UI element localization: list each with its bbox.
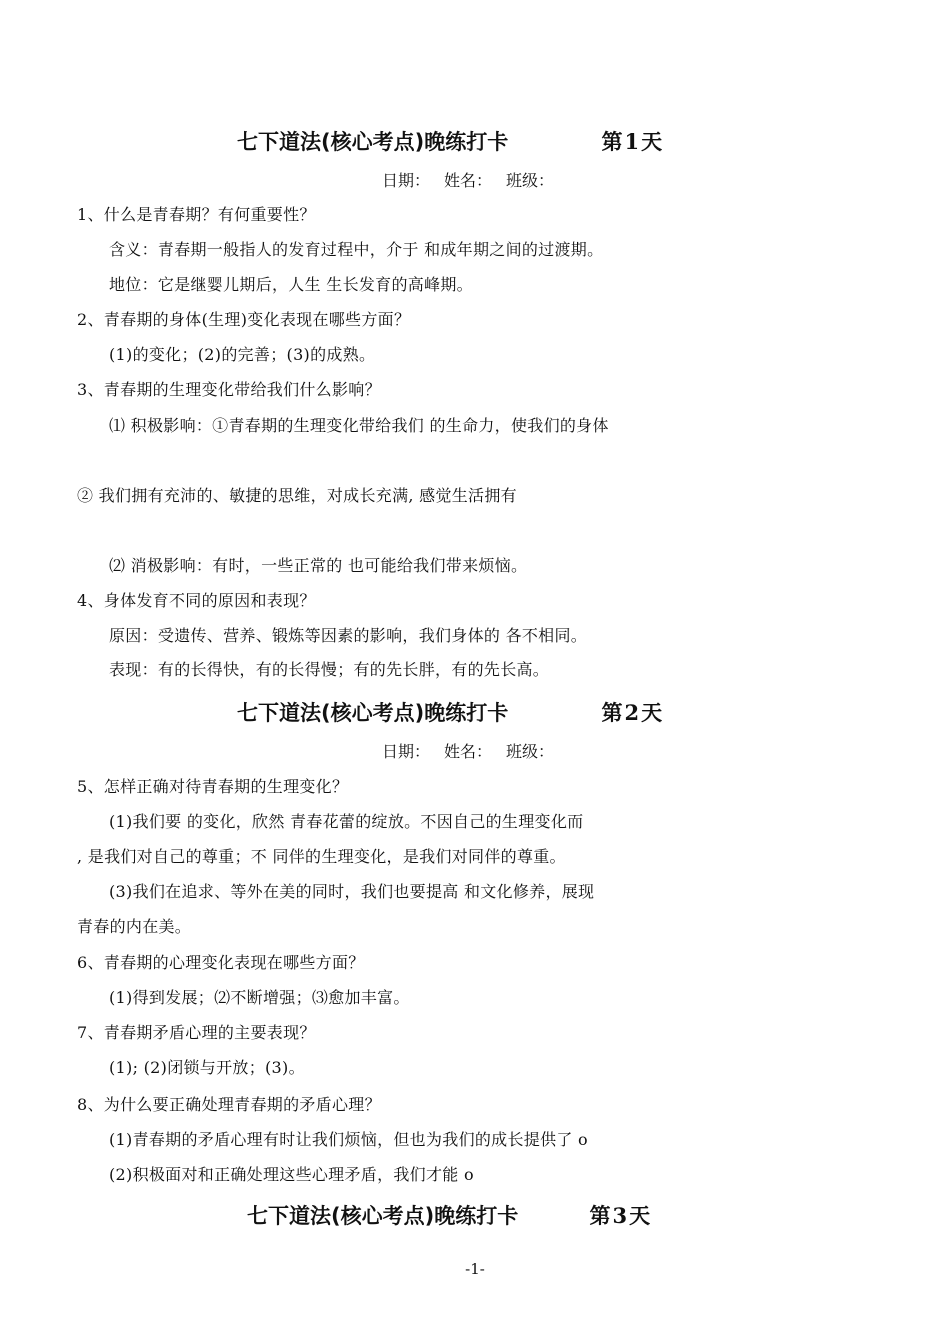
answer-line: 含义：青春期一般指人的发育过程中，介于 和成年期之间的过渡期。 [109, 240, 604, 259]
page-number: -1- [465, 1260, 485, 1278]
question-3: 3、青春期的生理变化带给我们什么影响？ [77, 380, 381, 399]
class-label: 班级： [506, 171, 555, 190]
answer-line: (1); (2)闭锁与开放；(3)。 [109, 1058, 305, 1077]
section-3-title [247, 1202, 650, 1230]
answer-line: (1)得到发展；⑵不断增强；⑶愈加丰富。 [109, 988, 410, 1007]
section-title-text: 七下道法(核心考点)晚练打卡 [247, 1204, 519, 1228]
section-title-text: 七下道法(核心考点)晚练打卡 [237, 130, 509, 154]
name-label: 姓名： [444, 171, 493, 190]
answer-line: ⑴ 积极影响：①青春期的生理变化带给我们 的生命力，使我们的身体 [109, 416, 609, 435]
answer-line: , 是我们对自己的尊重；不 同伴的生理变化，是我们对同伴的尊重。 [77, 847, 566, 866]
question-2: 2、青春期的身体(生理)变化表现在哪些方面？ [77, 310, 411, 329]
answer-line: (1)的变化；(2)的完善；(3)的成熟。 [109, 345, 376, 364]
answer-line: 原因：受遗传、营养、锻炼等因素的影响，我们身体的 各不相同。 [109, 626, 588, 645]
question-1: 1、什么是青春期？有何重要性？ [77, 205, 316, 224]
answer-line: (1)我们要 的变化，欣然 青春花蕾的绽放。不因自己的生理变化而 [109, 812, 584, 831]
date-label: 日期： [382, 171, 431, 190]
section-2-title [237, 699, 662, 727]
day-label: 第3天 [589, 1203, 651, 1228]
section-title-text: 七下道法(核心考点)晚练打卡 [237, 701, 509, 725]
answer-line: (1)青春期的矛盾心理有时让我们烦恼，但也为我们的成长提供了 o [109, 1130, 588, 1149]
answer-line: 地位：它是继婴儿期后，人生 生长发育的高峰期。 [109, 275, 473, 294]
question-8: 8、为什么要正确处理青春期的矛盾心理？ [77, 1095, 381, 1114]
answer-line: ⑵ 消极影响：有时，一些正常的 也可能给我们带来烦恼。 [109, 556, 528, 575]
answer-line: 表现：有的长得快，有的长得慢；有的先长胖，有的先长高。 [109, 660, 550, 679]
section-1-meta [382, 170, 568, 192]
name-label: 姓名： [444, 742, 493, 761]
answer-line: (2)积极面对和正确处理这些心理矛盾，我们才能 o [109, 1165, 474, 1184]
section-1-title [237, 128, 662, 156]
answer-line: ② 我们拥有充沛的、敏捷的思维，对成长充满, 感觉生活拥有 [77, 486, 517, 505]
question-7: 7、青春期矛盾心理的主要表现？ [77, 1023, 316, 1042]
section-2-meta [382, 741, 568, 763]
class-label: 班级： [506, 742, 555, 761]
day-label: 第2天 [601, 700, 663, 725]
day-label: 第1天 [601, 129, 663, 154]
answer-line: (3)我们在追求、等外在美的同时，我们也要提高 和文化修养，展现 [109, 882, 595, 901]
question-4: 4、身体发育不同的原因和表现？ [77, 591, 316, 610]
question-5: 5、怎样正确对待青春期的生理变化？ [77, 777, 349, 796]
date-label: 日期： [382, 742, 431, 761]
answer-line: 青春的内在美。 [77, 917, 192, 936]
question-6: 6、青春期的心理变化表现在哪些方面？ [77, 953, 365, 972]
